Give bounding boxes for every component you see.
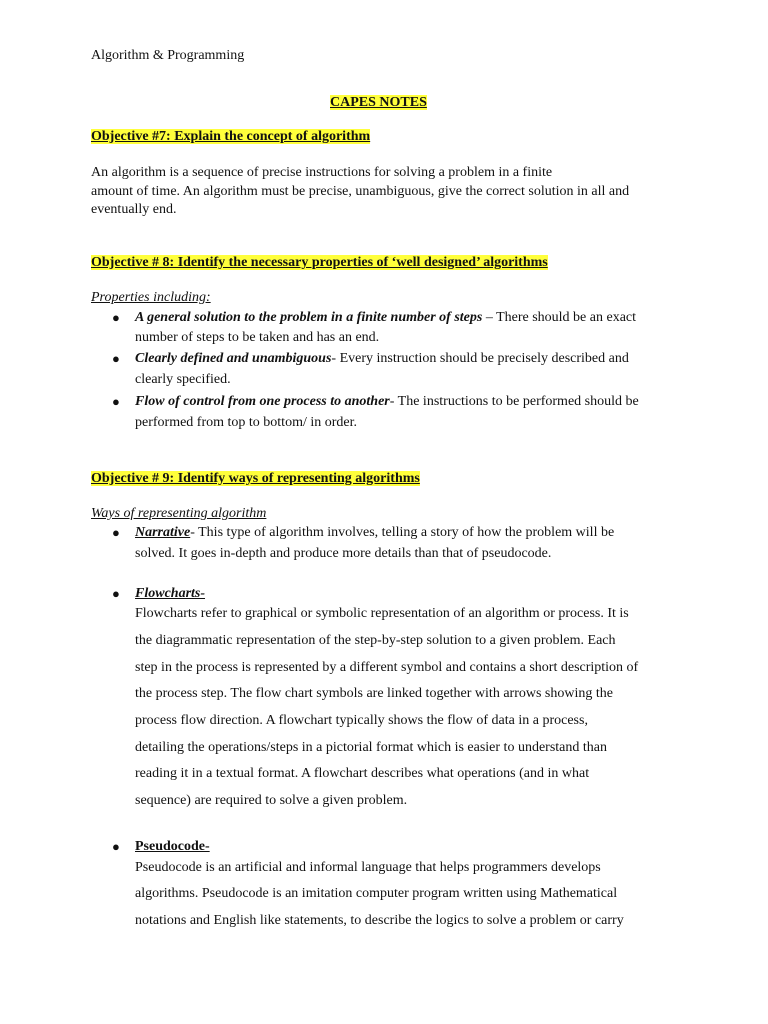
property-item-continued: number of steps to be taken and has an end. [135, 330, 380, 345]
objective-7-line: amount of time. An algorithm must be precise, unambiguous, give the correct solution in all and [91, 184, 630, 199]
property-term: Flow of control from one process to another [135, 394, 390, 409]
property-term: A general solution to the problem in a finite number of steps [135, 310, 483, 325]
pseudocode-line: algorithms. Pseudocode is an imitation computer program written using Mathematical [135, 886, 618, 901]
property-item-continued: clearly specified. [135, 372, 231, 387]
bullet-icon: ● [112, 586, 120, 601]
property-item [135, 309, 636, 327]
objective-8-heading [91, 254, 548, 272]
pseudocode-line: Pseudocode is an artificial and informal language that helps programmers develops [135, 860, 601, 875]
bullet-icon: ● [112, 394, 120, 409]
objective-8-heading-text: Objective # 8: Identify the necessary properties of ‘well designed’ algorithms [91, 255, 548, 270]
ways-subheading: Ways of representing algorithm [91, 506, 267, 521]
pseudocode-label: Pseudocode- [135, 839, 210, 854]
property-item-continued: performed from top to bottom/ in order. [135, 415, 358, 430]
bullet-icon: ● [112, 351, 120, 366]
bullet-icon: ● [112, 525, 120, 540]
doc-title-text: CAPES NOTES [330, 95, 427, 110]
bullet-icon: ● [112, 839, 120, 854]
property-item [135, 350, 629, 368]
pseudocode-line: notations and English like statements, to describe the logics to solve a problem or carry [135, 913, 624, 928]
objective-7-line: An algorithm is a sequence of precise instructions for solving a problem in a finite [91, 165, 553, 180]
objective-7-heading [91, 128, 370, 146]
property-item [135, 393, 639, 411]
flowcharts-line: step in the process is represented by a different symbol and contains a short description of [135, 660, 639, 675]
flowcharts-line: the diagrammatic representation of the step-by-step solution to a given problem. Each [135, 633, 616, 648]
objective-7-heading-text: Objective #7: Explain the concept of algorithm [91, 129, 371, 144]
objective-9-heading-text: Objective # 9: Identify ways of representing algorithms [91, 471, 420, 486]
flowcharts-line: sequence) are required to solve a given problem. [135, 793, 408, 808]
flowcharts-line: detailing the operations/steps in a pictorial format which is easier to understand than [135, 740, 607, 755]
bullet-icon: ● [112, 310, 120, 325]
property-description: - Every instruction should be precisely described and [331, 351, 629, 366]
flowcharts-line: the process step. The flow chart symbols are linked together with arrows showing the [135, 686, 613, 701]
narrative-item-continued: solved. It goes in-depth and produce more details than that of pseudocode. [135, 546, 552, 561]
property-description: - The instructions to be performed should be [389, 394, 639, 409]
properties-subheading: Properties including: [91, 290, 211, 305]
narrative-item [135, 524, 614, 542]
header-title: Algorithm & Programming [91, 48, 245, 63]
narrative-description: - This type of algorithm involves, telling a story of how the problem will be [190, 525, 615, 540]
flowcharts-label: Flowcharts- [135, 586, 206, 601]
flowcharts-line: Flowcharts refer to graphical or symbolic representation of an algorithm or process. It is [135, 606, 629, 621]
flowcharts-line: process flow direction. A flowchart typically shows the flow of data in a process, [135, 713, 588, 728]
flowcharts-line: reading it in a textual format. A flowchart describes what operations (and in what [135, 766, 590, 781]
property-term: Clearly defined and unambiguous [135, 351, 332, 366]
objective-9-heading [91, 470, 420, 488]
doc-title [330, 94, 427, 112]
objective-7-line: eventually end. [91, 202, 177, 217]
narrative-label: Narrative [135, 525, 191, 540]
property-description: – There should be an exact [482, 310, 637, 325]
